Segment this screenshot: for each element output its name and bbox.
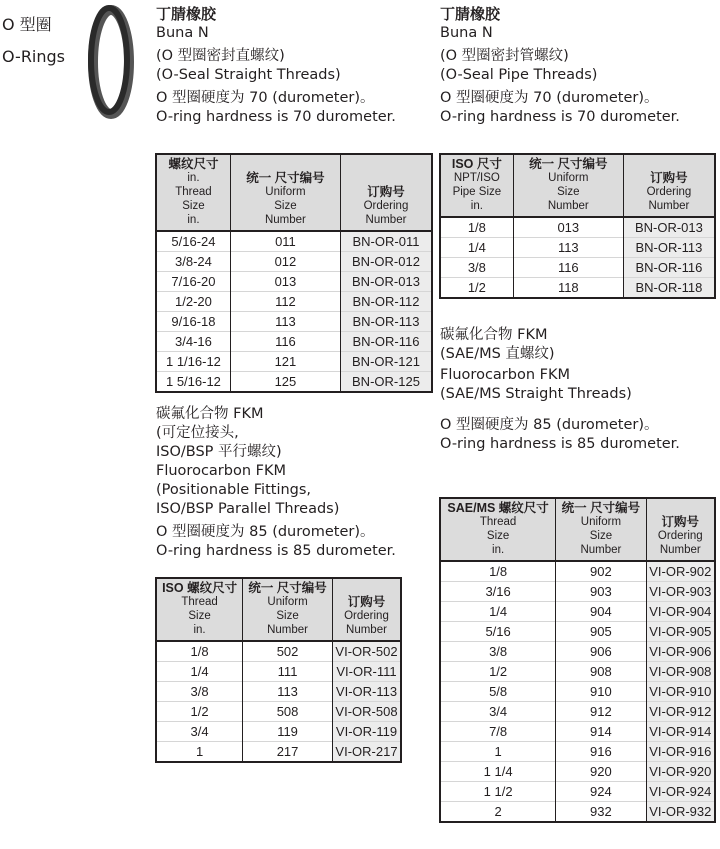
column-header-en: Uniform — [267, 596, 308, 608]
table-row — [440, 762, 715, 782]
table-fkm-iso — [155, 577, 402, 763]
section-subtitle-en-2: ISO/BSP Parallel Threads) — [156, 501, 340, 517]
column-header-en: Number — [346, 624, 387, 636]
section-title-en: Fluorocarbon FKM — [156, 463, 286, 479]
uniform-size-cell: 217 — [243, 742, 333, 763]
table-bn-pipe — [439, 153, 716, 299]
thread-size-cell: 1 — [156, 742, 243, 763]
table-header-row — [156, 578, 401, 641]
hardness-zh: O 型圈硬度为 70 (durometer)。 — [440, 90, 659, 106]
table-row — [440, 278, 715, 299]
hardness-en: O-ring hardness is 70 durometer. — [440, 109, 680, 125]
uniform-size-cell: 932 — [556, 802, 646, 823]
section-bn-pipe — [440, 5, 680, 127]
uniform-size-cell: 905 — [556, 622, 646, 642]
column-header — [243, 578, 333, 641]
table-row — [156, 252, 432, 272]
hardness-zh: O 型圈硬度为 85 (durometer)。 — [156, 524, 375, 540]
column-header — [156, 578, 243, 641]
ordering-number-cell: BN-OR-118 — [623, 278, 715, 299]
table-row — [156, 722, 401, 742]
thread-size-cell: 1/2 — [440, 662, 556, 682]
table-row — [440, 662, 715, 682]
column-header — [440, 154, 513, 217]
ordering-number-cell: VI-OR-924 — [646, 782, 715, 802]
uniform-size-cell: 902 — [556, 561, 646, 582]
thread-size-cell: 3/8 — [156, 682, 243, 702]
thread-size-cell: 2 — [440, 802, 556, 823]
thread-size-cell: 1/2 — [440, 278, 513, 299]
ordering-number-cell: VI-OR-906 — [646, 642, 715, 662]
table-row — [440, 602, 715, 622]
thread-size-cell: 3/8-24 — [156, 252, 230, 272]
uniform-size-cell: 118 — [513, 278, 623, 299]
section-subtitle-en: (Positionable Fittings, — [156, 482, 312, 498]
ordering-number-cell: VI-OR-904 — [646, 602, 715, 622]
ordering-number-cell: BN-OR-116 — [623, 258, 715, 278]
ordering-number-cell: VI-OR-903 — [646, 582, 715, 602]
column-header-en: Size — [188, 610, 211, 622]
table-row — [156, 742, 401, 763]
column-header-zh: 订购号 — [367, 185, 405, 199]
ordering-number-cell: VI-OR-908 — [646, 662, 715, 682]
table-row — [156, 662, 401, 682]
table-row — [440, 561, 715, 582]
ordering-number-cell: BN-OR-012 — [340, 252, 432, 272]
table-row — [156, 641, 401, 662]
column-header-zh: 统一 尺寸编号 — [561, 501, 641, 515]
thread-size-cell: 7/16-20 — [156, 272, 230, 292]
thread-size-cell: 1/8 — [467, 220, 486, 235]
side-label-en: O-Rings — [2, 47, 66, 66]
uniform-size-cell: 908 — [556, 662, 646, 682]
column-header-en: in. — [470, 200, 483, 212]
uniform-size-cell: 910 — [556, 682, 646, 702]
column-header-zh: 统一 尺寸编号 — [529, 157, 608, 171]
column-header-en: Number — [580, 544, 622, 556]
column-header-en: in. — [193, 624, 206, 636]
column-header-en: NPT/ISO — [453, 172, 500, 184]
hardness-en: O-ring hardness is 85 durometer. — [156, 543, 396, 559]
column-header-en: Ordering — [657, 530, 703, 542]
column-header-en: Number — [264, 214, 306, 226]
section-title-zh: 碳氟化合物 FKM — [440, 327, 548, 343]
thread-size-cell: 1/4 — [440, 602, 556, 622]
uniform-size-cell: 112 — [230, 292, 340, 312]
section-bn-straight — [156, 5, 396, 127]
thread-size-cell: 5/16 — [440, 622, 556, 642]
hardness-zh: O 型圈硬度为 85 (durometer)。 — [440, 417, 659, 433]
uniform-size-cell: 906 — [556, 642, 646, 662]
column-header-en: in. — [187, 214, 200, 226]
thread-size-cell: 5/16-24 — [171, 234, 216, 249]
ordering-number-cell: VI-OR-502 — [332, 641, 401, 662]
uniform-size-cell: 912 — [556, 702, 646, 722]
uniform-size-cell: 119 — [243, 722, 333, 742]
ordering-number-cell: VI-OR-910 — [646, 682, 715, 702]
thread-size-cell: 1 — [440, 742, 556, 762]
table-row — [440, 622, 715, 642]
column-header-zh: SAE/MS 螺纹尺寸 — [447, 501, 549, 515]
ordering-number-cell: VI-OR-916 — [646, 742, 715, 762]
thread-size-cell: 3/8 — [440, 258, 513, 278]
thread-size-cell: 7/8 — [440, 722, 556, 742]
column-header-zh: 订购号 — [347, 595, 386, 609]
uniform-size-cell: 502 — [243, 641, 333, 662]
uniform-size-cell: 116 — [230, 332, 340, 352]
thread-size-cell: 3/16 — [440, 582, 556, 602]
thread-size-cell: 3/4-16 — [156, 332, 230, 352]
thread-size-cell: 1 1/2 — [440, 782, 556, 802]
column-header-en: Number — [267, 624, 309, 636]
thread-size-cell: 1 1/4 — [440, 762, 556, 782]
column-header-zh: ISO 尺寸 — [451, 157, 502, 171]
table-row — [440, 782, 715, 802]
column-header-en: Thread — [175, 186, 212, 198]
table-row — [156, 352, 432, 372]
uniform-size-cell: 111 — [243, 662, 333, 682]
column-header-zh: 统一 尺寸编号 — [246, 171, 325, 185]
column-header-en: Uniform — [580, 516, 622, 528]
uniform-size-cell: 920 — [556, 762, 646, 782]
section-title-zh: 丁腈橡胶 — [156, 5, 217, 23]
table-row — [440, 582, 715, 602]
uniform-size-cell: 012 — [230, 252, 340, 272]
thread-size-cell: 3/4 — [440, 702, 556, 722]
table-row — [156, 332, 432, 352]
table-fkm-sae — [439, 497, 716, 823]
column-header-en: Size — [274, 200, 297, 212]
uniform-size-cell: 011 — [230, 231, 340, 252]
column-header-en: Size — [276, 610, 299, 622]
table-row — [156, 272, 432, 292]
column-header-en: in. — [492, 544, 505, 556]
column-header-en: Thread — [181, 596, 218, 608]
thread-size-cell: 1/8 — [190, 644, 209, 659]
ordering-number-cell: VI-OR-905 — [646, 622, 715, 642]
ordering-number-cell: VI-OR-111 — [332, 662, 401, 682]
section-title-zh: 丁腈橡胶 — [440, 5, 501, 23]
column-header — [623, 154, 715, 217]
column-header — [340, 154, 432, 231]
table-row — [440, 238, 715, 258]
column-header-zh: 螺纹尺寸 — [168, 157, 219, 171]
ordering-number-cell: VI-OR-920 — [646, 762, 715, 782]
ordering-number-cell: BN-OR-113 — [340, 312, 432, 332]
thread-size-cell: 3/4 — [156, 722, 243, 742]
column-header-zh: ISO 螺纹尺寸 — [162, 581, 238, 595]
uniform-size-cell: 113 — [243, 682, 333, 702]
uniform-size-cell: 121 — [230, 352, 340, 372]
table-header-row — [440, 498, 715, 561]
uniform-size-cell: 013 — [230, 272, 340, 292]
column-header-en: Uniform — [265, 186, 306, 198]
column-header — [332, 578, 401, 641]
ordering-number-cell: BN-OR-125 — [340, 372, 432, 393]
thread-size-cell: 9/16-18 — [156, 312, 230, 332]
uniform-size-cell: 116 — [513, 258, 623, 278]
hardness-en: O-ring hardness is 85 durometer. — [440, 436, 680, 452]
thread-size-cell: 1 1/16-12 — [156, 352, 230, 372]
column-header-en: Pipe Size — [452, 186, 502, 198]
section-fkm-sae — [440, 326, 680, 454]
table-row — [440, 682, 715, 702]
column-header — [646, 498, 715, 561]
column-header-en: Size — [557, 186, 580, 198]
hardness-zh: O 型圈硬度为 70 (durometer)。 — [156, 90, 375, 106]
uniform-size-cell: 125 — [230, 372, 340, 393]
section-subtitle-en: (SAE/MS Straight Threads) — [440, 386, 632, 402]
hardness-en: O-ring hardness is 70 durometer. — [156, 109, 396, 125]
o-ring-image — [86, 2, 136, 122]
section-title-en: Buna N — [156, 25, 209, 41]
table-row — [156, 312, 432, 332]
ordering-number-cell: VI-OR-914 — [646, 722, 715, 742]
column-header — [230, 154, 340, 231]
thread-size-cell: 3/8 — [440, 642, 556, 662]
column-header-en: Ordering — [363, 200, 409, 212]
section-subtitle-en: (O-Seal Straight Threads) — [156, 67, 341, 83]
ordering-number-cell: VI-OR-217 — [332, 742, 401, 763]
column-header-zh: 订购号 — [661, 515, 700, 529]
section-title-en: Buna N — [440, 25, 493, 41]
section-title-en: Fluorocarbon FKM — [440, 367, 570, 383]
section-fkm-iso — [156, 405, 396, 561]
column-header-en: Ordering — [344, 610, 389, 622]
ordering-number-cell: BN-OR-011 — [340, 231, 432, 252]
section-subtitle-zh-2: ISO/BSP 平行螺纹) — [156, 444, 282, 460]
table-header-row — [440, 154, 715, 217]
column-header — [440, 498, 556, 561]
ordering-number-cell: BN-OR-112 — [340, 292, 432, 312]
table-row — [156, 292, 432, 312]
ordering-number-cell: VI-OR-119 — [332, 722, 401, 742]
column-header — [513, 154, 623, 217]
ordering-number-cell: VI-OR-912 — [646, 702, 715, 722]
column-header-en: Uniform — [548, 172, 589, 184]
thread-size-cell: 1/8 — [489, 564, 508, 579]
column-header-en: Size — [589, 530, 613, 542]
ordering-number-cell: BN-OR-116 — [340, 332, 432, 352]
side-label-zh: O 型圈 — [2, 15, 52, 34]
table-row — [156, 682, 401, 702]
thread-size-cell: 1/4 — [156, 662, 243, 682]
table-row — [156, 231, 432, 252]
uniform-size-cell: 903 — [556, 582, 646, 602]
column-header — [556, 498, 646, 561]
table-row — [440, 258, 715, 278]
section-subtitle-zh: (可定位接头, — [156, 425, 239, 441]
ordering-number-cell: BN-OR-013 — [340, 272, 432, 292]
table-row — [156, 372, 432, 393]
section-subtitle-zh: (SAE/MS 直螺纹) — [440, 346, 555, 362]
column-header-en: Number — [659, 544, 701, 556]
ordering-number-cell: VI-OR-113 — [332, 682, 401, 702]
column-header-en: Number — [547, 200, 589, 212]
column-header-zh: 统一 尺寸编号 — [248, 581, 327, 595]
section-subtitle-zh: (O 型圈密封管螺纹) — [440, 48, 569, 64]
uniform-size-cell: 916 — [556, 742, 646, 762]
column-header — [156, 154, 230, 231]
thread-size-cell: 5/8 — [440, 682, 556, 702]
column-header-zh: 订购号 — [650, 171, 688, 185]
uniform-size-cell: 508 — [243, 702, 333, 722]
thread-size-cell: 1/2 — [156, 702, 243, 722]
table-row — [156, 702, 401, 722]
table-header-row — [156, 154, 432, 231]
uniform-size-cell: 914 — [556, 722, 646, 742]
section-subtitle-en: (O-Seal Pipe Threads) — [440, 67, 598, 83]
uniform-size-cell: 113 — [513, 238, 623, 258]
ordering-number-cell: VI-OR-508 — [332, 702, 401, 722]
table-row — [440, 217, 715, 238]
uniform-size-cell: 904 — [556, 602, 646, 622]
column-header-en: Ordering — [646, 186, 692, 198]
column-header-en: Number — [365, 214, 407, 226]
ordering-number-cell: BN-OR-121 — [340, 352, 432, 372]
table-row — [440, 702, 715, 722]
ordering-number-cell: BN-OR-113 — [623, 238, 715, 258]
section-title-zh: 碳氟化合物 FKM — [156, 406, 264, 422]
column-header-en: Number — [648, 200, 690, 212]
table-row — [440, 742, 715, 762]
column-header-en: Size — [182, 200, 205, 212]
column-header-en: Thread — [479, 516, 517, 528]
uniform-size-cell: 113 — [230, 312, 340, 332]
thread-size-cell: 1 5/16-12 — [156, 372, 230, 393]
ordering-number-cell: BN-OR-013 — [623, 217, 715, 238]
section-subtitle-zh: (O 型圈密封直螺纹) — [156, 48, 285, 64]
ordering-number-cell: VI-OR-932 — [646, 802, 715, 823]
column-header-en: Size — [486, 530, 510, 542]
column-header-en: in. — [187, 172, 200, 184]
thread-size-cell: 1/4 — [440, 238, 513, 258]
ordering-number-cell: VI-OR-902 — [646, 561, 715, 582]
table-row — [440, 642, 715, 662]
table-row — [440, 802, 715, 823]
table-row — [440, 722, 715, 742]
uniform-size-cell: 924 — [556, 782, 646, 802]
table-bn-straight — [155, 153, 433, 393]
uniform-size-cell: 013 — [513, 217, 623, 238]
thread-size-cell: 1/2-20 — [156, 292, 230, 312]
